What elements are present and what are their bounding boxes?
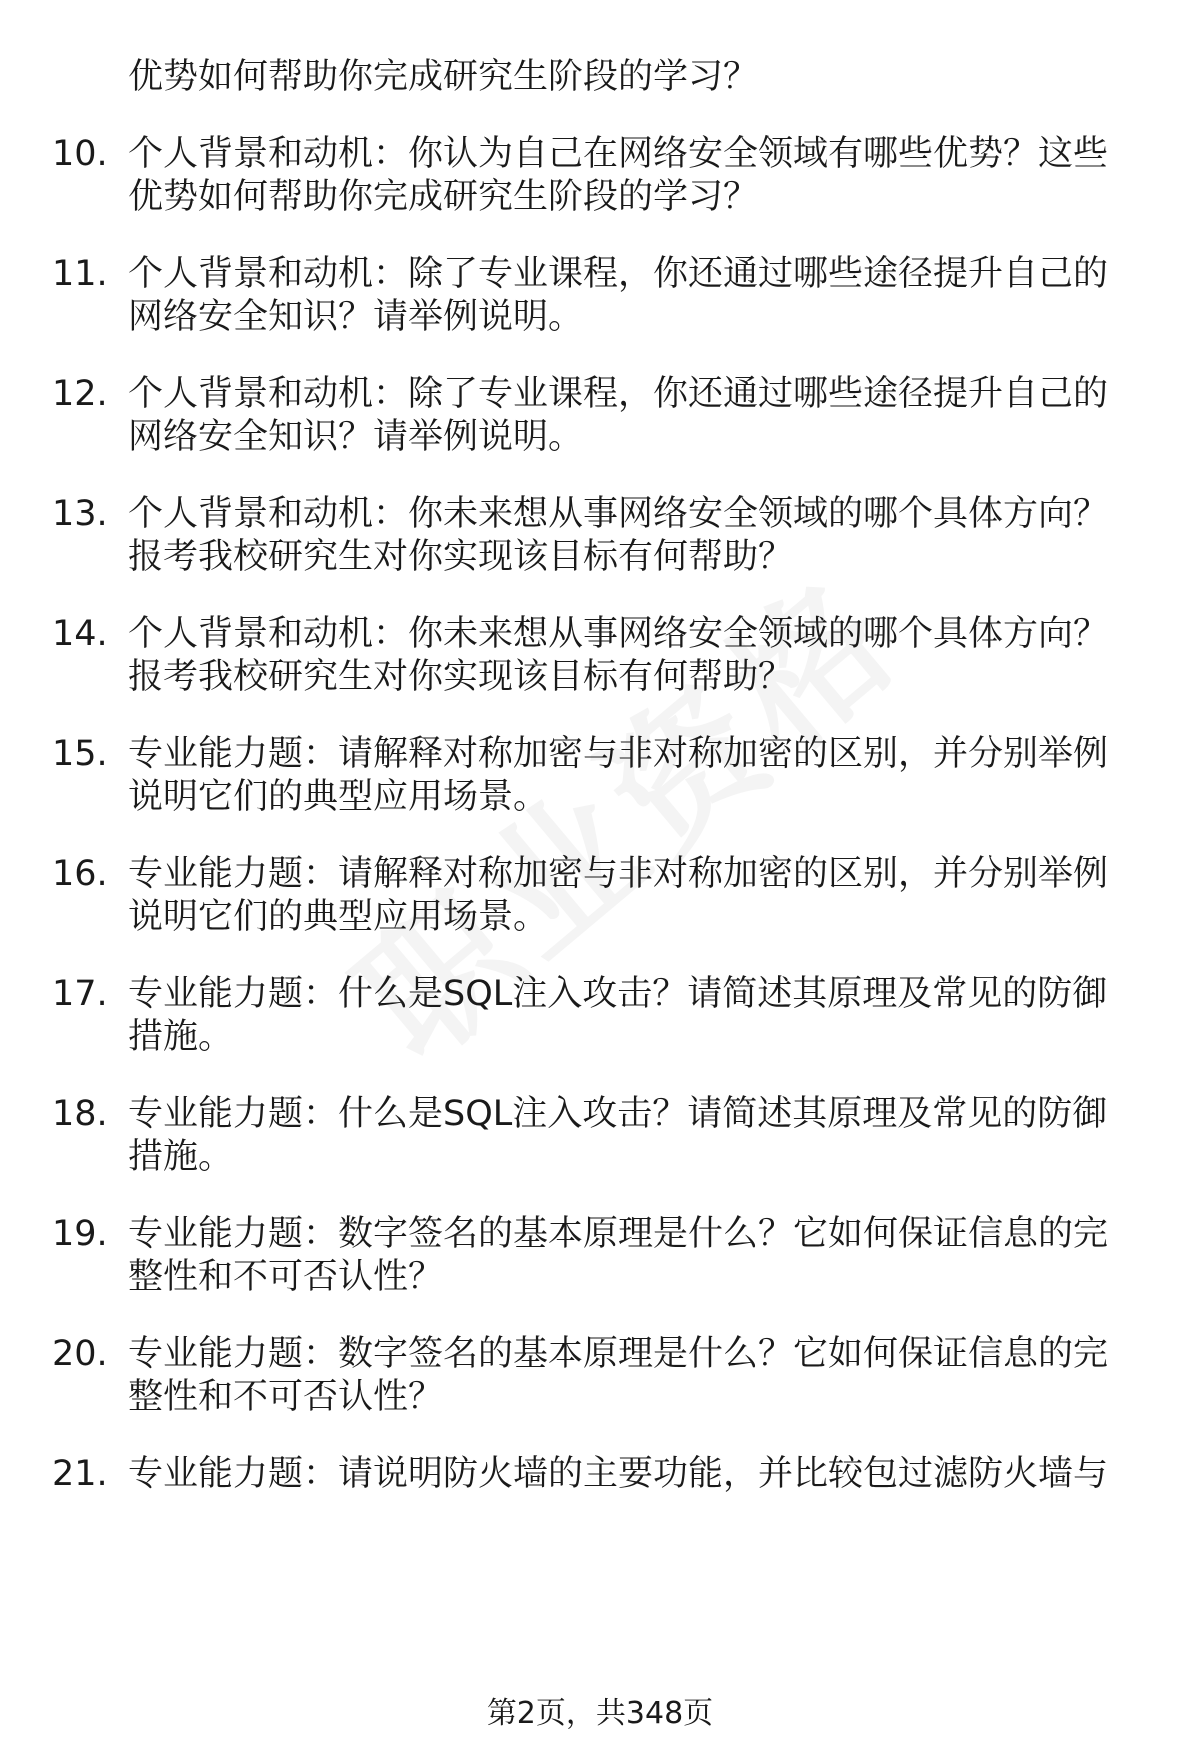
item-text-line1: 专业能力题：请说明防火墙的主要功能，并比较包过滤防火墙与 [128,1454,1109,1494]
item-text-line2: 网络安全知识？请举例说明。 [128,297,584,337]
item-number: 10. [52,134,108,174]
item-text-line2: 网络安全知识？请举例说明。 [128,417,584,457]
item-text-line2: 整性和不可否认性？ [128,1257,444,1297]
item-text-line1: 个人背景和动机：除了专业课程，你还通过哪些途径提升自己的 [128,254,1109,294]
item-number: 16. [52,854,108,894]
item-text-line2: 优势如何帮助你完成研究生阶段的学习？ [128,177,759,217]
item-number: 14. [52,614,108,654]
item-text-line2: 整性和不可否认性？ [128,1377,444,1417]
item-text-line1: 个人背景和动机：你未来想从事网络安全领域的哪个具体方向？ [128,494,1109,534]
item-text-line1: 专业能力题：什么是SQL注入攻击？请简述其原理及常见的防御 [128,1094,1108,1134]
item-text-line1: 个人背景和动机：你未来想从事网络安全领域的哪个具体方向？ [128,614,1109,654]
item-text-line1: 个人背景和动机：除了专业课程，你还通过哪些途径提升自己的 [128,374,1109,414]
item-text-line1: 专业能力题：数字签名的基本原理是什么？它如何保证信息的完 [128,1214,1109,1254]
item-number: 11. [52,254,108,294]
page-footer: 第2页，共348页 [486,1696,714,1731]
item-text-line1: 专业能力题：数字签名的基本原理是什么？它如何保证信息的完 [128,1334,1109,1374]
item-number: 19. [52,1214,108,1254]
item-text-line2: 措施。 [128,1137,234,1177]
item-text-line2: 说明它们的典型应用场景。 [128,897,549,937]
item-text-line1: 个人背景和动机：你认为自己在网络安全领域有哪些优势？这些 [128,134,1109,174]
item-number: 12. [52,374,108,414]
item-text-line2: 措施。 [128,1017,234,1057]
item-text-line1: 专业能力题：请解释对称加密与非对称加密的区别，并分别举例 [128,734,1109,774]
continuation-line: 优势如何帮助你完成研究生阶段的学习？ [128,57,759,97]
item-number: 17. [52,974,108,1014]
item-number: 21. [52,1454,108,1494]
item-number: 13. [52,494,108,534]
item-number: 15. [52,734,108,774]
item-text-line1: 专业能力题：什么是SQL注入攻击？请简述其原理及常见的防御 [128,974,1108,1014]
item-text-line2: 说明它们的典型应用场景。 [128,777,549,817]
item-text-line1: 专业能力题：请解释对称加密与非对称加密的区别，并分别举例 [128,854,1109,894]
item-text-line2: 报考我校研究生对你实现该目标有何帮助？ [128,657,794,697]
item-number: 20. [52,1334,108,1374]
item-text-line2: 报考我校研究生对你实现该目标有何帮助？ [128,537,794,577]
item-number: 18. [52,1094,108,1134]
